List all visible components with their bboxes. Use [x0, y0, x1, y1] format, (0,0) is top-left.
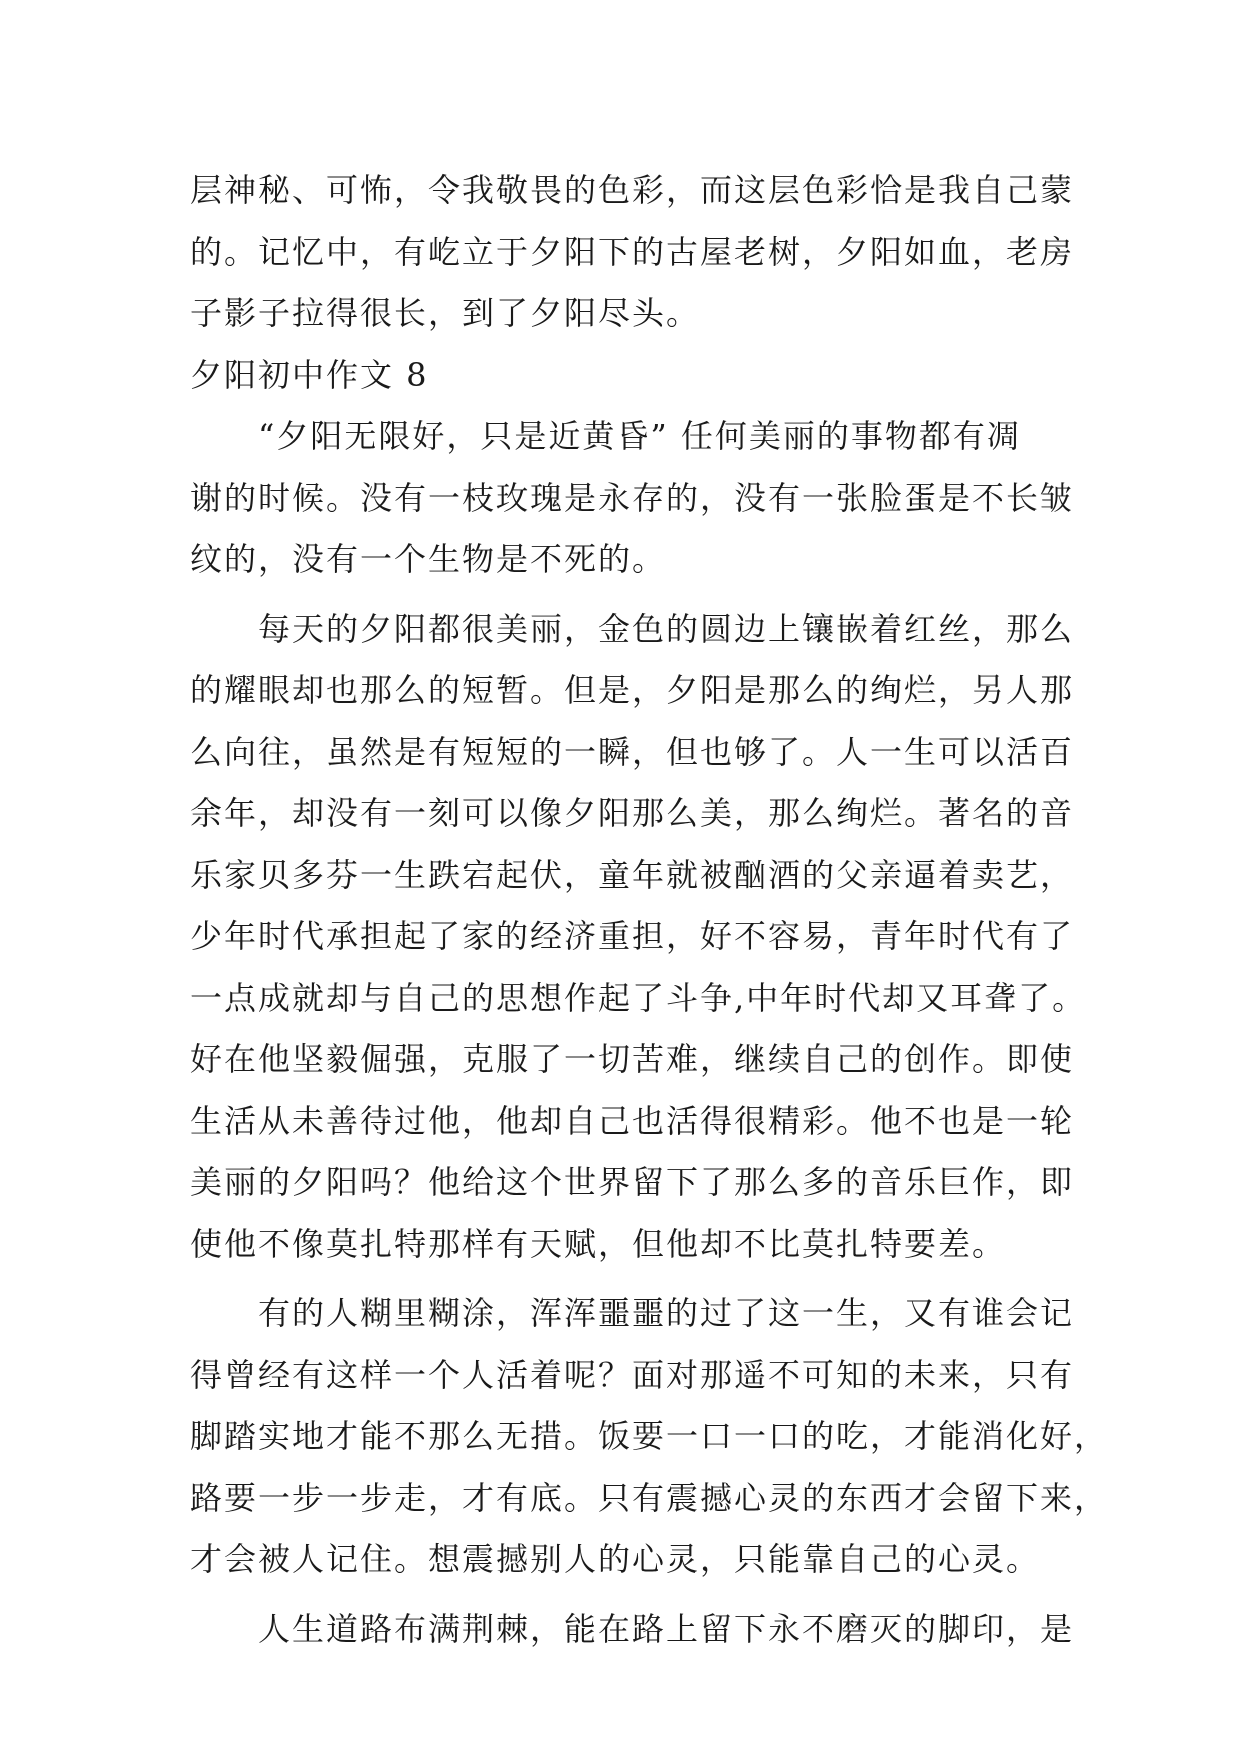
text-line: 路要一步一步走，才有底。只有震撼心灵的东西才会留下来， [190, 1478, 1109, 1517]
paragraph-gap [190, 591, 1070, 599]
text-line: 纹的，没有一个生物是不死的。 [190, 540, 667, 578]
text-line: 子影子拉得很长，到了夕阳尽头。 [190, 294, 701, 332]
text-line: 好在他坚毅倔强，克服了一切苦难，继续自己的创作。即使 [190, 1040, 1075, 1078]
text-line: 脚踏实地才能不那么无措。饭要一口一口的吃，才能消化好， [190, 1417, 1109, 1455]
text-line: 的耀眼却也那么的短暂。但是，夕阳是那么的绚烂，另人那 [190, 671, 1075, 709]
text-line: 每天的夕阳都很美丽，金色的圆边上镶嵌着红丝，那么 [190, 609, 1075, 648]
paragraph-gap [190, 1591, 1070, 1599]
text-line: 乐家贝多芬一生跌宕起伏，童年就被酗酒的父亲逼着卖艺， [190, 855, 1075, 894]
text-line: 有的人糊里糊涂，浑浑噩噩的过了这一生，又有谁会记 [190, 1294, 1075, 1332]
text-line: 得曾经有这样一个人活着呢？面对那遥不可知的未来，只有 [190, 1355, 1075, 1394]
text-line: 谢的时候。没有一枝玫瑰是永存的，没有一张脸蛋是不长皱 [190, 478, 1075, 517]
text-line: 一点成就却与自己的思想作起了斗争,中年时代却又耳聋了。 [190, 978, 1087, 1017]
text-line: 少年时代承担起了家的经济重担，好不容易，青年时代有了 [190, 917, 1075, 955]
text-line: 使他不像莫扎特那样有天赋，但他却不比莫扎特要差。 [190, 1224, 1007, 1263]
paragraph-gap [190, 1275, 1070, 1283]
text-line: “夕阳无限好，只是近黄昏” 任何美丽的事物都有凋 [190, 417, 1021, 455]
document-body [190, 160, 1109, 1660]
text-line: 生活从未善待过他，他却自己也活得很精彩。他不也是一轮 [190, 1101, 1075, 1140]
text-line: 的。记忆中，有屹立于夕阳下的古屋老树，夕阳如血，老房 [190, 232, 1075, 271]
text-line: 人生道路布满荆棘，能在路上留下永不磨灭的脚印，是 [190, 1609, 1075, 1648]
text-line: 么向往，虽然是有短短的一瞬，但也够了。人一生可以活百 [190, 732, 1075, 771]
text-line: 美丽的夕阳吗？他给这个世界留下了那么多的音乐巨作，即 [190, 1163, 1075, 1201]
section-heading: 夕阳初中作文 8 [190, 355, 429, 394]
text-line: 层神秘、可怖，令我敬畏的色彩，而这层色彩恰是我自己蒙 [190, 171, 1075, 209]
text-line: 才会被人记住。想震撼别人的心灵，只能靠自己的心灵。 [190, 1540, 1041, 1578]
text-line: 余年，却没有一刻可以像夕阳那么美，那么绚烂。著名的音 [190, 794, 1075, 832]
